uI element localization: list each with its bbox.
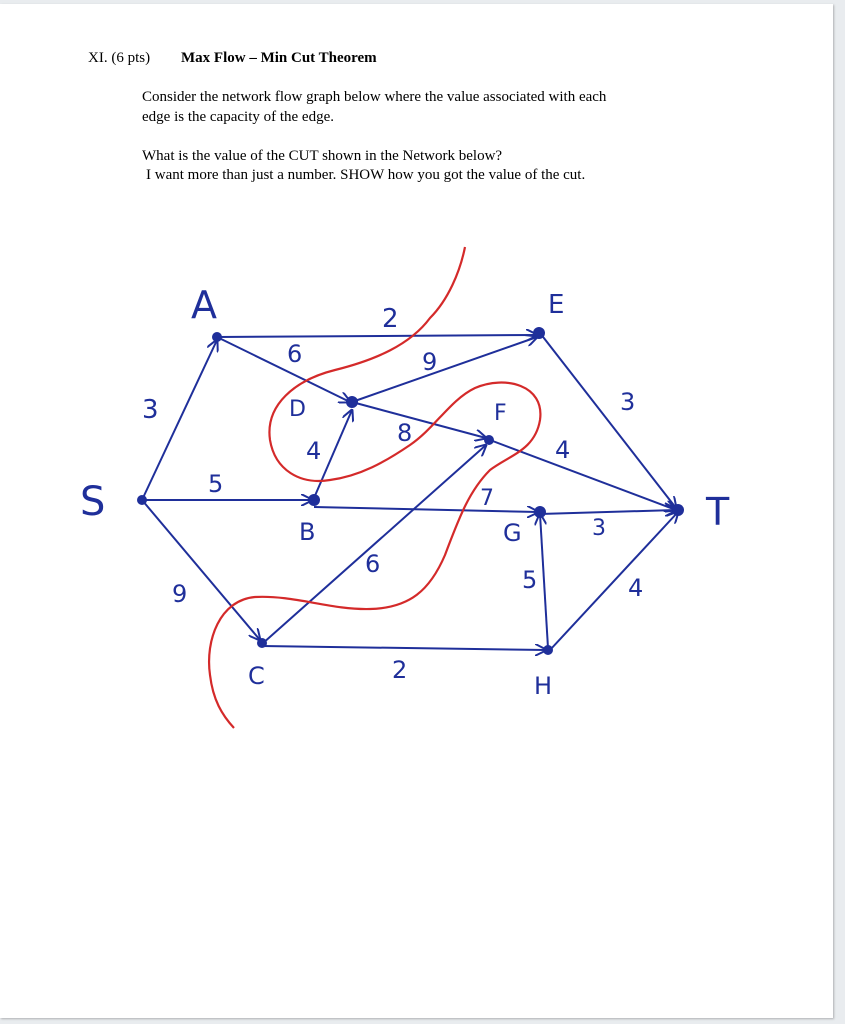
- edge-h-g: [540, 514, 548, 648]
- node-e-dot: [533, 327, 545, 339]
- edge-e-t: [540, 333, 676, 508]
- edge-a-d: [217, 337, 350, 402]
- prompt-line-4: I want more than just a number. SHOW how you got the value of the cut.: [146, 167, 586, 183]
- edge-f-t: [490, 440, 676, 510]
- edge-g-t: [540, 510, 676, 514]
- capacity-c-h: 2: [392, 656, 408, 684]
- capacity-c-f: 6: [365, 550, 381, 578]
- edge-b-g: [314, 507, 538, 512]
- document-page: [0, 4, 833, 1018]
- capacity-d-f: 8: [397, 419, 413, 447]
- capacity-f-t: 4: [555, 436, 571, 464]
- node-s-dot: [137, 495, 147, 505]
- capacity-s-c: 9: [172, 580, 188, 608]
- node-label-t: T: [706, 490, 730, 534]
- edge-c-h: [262, 646, 546, 650]
- node-label-a: A: [191, 283, 217, 327]
- node-f-dot: [484, 435, 494, 445]
- node-g-dot: [534, 506, 546, 518]
- node-label-e: E: [548, 290, 565, 320]
- prompt-line-3: What is the value of the CUT shown in the Network below?: [142, 148, 503, 164]
- node-d-dot: [346, 396, 358, 408]
- capacity-s-b: 5: [208, 470, 224, 498]
- problem-title: Max Flow – Min Cut Theorem: [181, 50, 377, 66]
- node-label-b: B: [299, 518, 316, 546]
- prompt-line-2: edge is the capacity of the edge.: [142, 109, 334, 125]
- node-t-dot: [672, 504, 684, 516]
- node-label-s: S: [80, 479, 106, 525]
- node-b-dot: [308, 494, 320, 506]
- problem-number: XI. (6 pts): [88, 50, 151, 66]
- capacity-h-t: 4: [628, 574, 644, 602]
- capacity-b-d: 4: [306, 437, 322, 465]
- node-label-d: D: [289, 397, 306, 422]
- capacity-a-e: 2: [382, 304, 399, 334]
- capacity-a-d: 6: [287, 340, 303, 368]
- node-label-g: G: [503, 519, 522, 547]
- node-label-h: H: [534, 672, 553, 700]
- edge-d-e: [352, 337, 537, 402]
- node-h-dot: [543, 645, 553, 655]
- node-label-c: C: [248, 662, 265, 690]
- edge-s-c: [142, 500, 260, 640]
- edge-d-f: [352, 402, 486, 438]
- capacity-g-t: 3: [592, 516, 606, 541]
- capacity-h-g: 5: [522, 566, 538, 594]
- capacity-b-g: 7: [480, 486, 494, 511]
- node-label-f: F: [494, 401, 507, 426]
- capacity-e-t: 3: [620, 388, 636, 416]
- node-a-dot: [212, 332, 222, 342]
- capacity-d-e: 9: [422, 348, 438, 376]
- node-c-dot: [257, 638, 267, 648]
- edge-a-e: [217, 335, 537, 337]
- capacity-s-a: 3: [142, 395, 159, 425]
- prompt-line-1: Consider the network flow graph below where the value associated with each: [142, 89, 607, 105]
- edge-h-t: [550, 512, 678, 650]
